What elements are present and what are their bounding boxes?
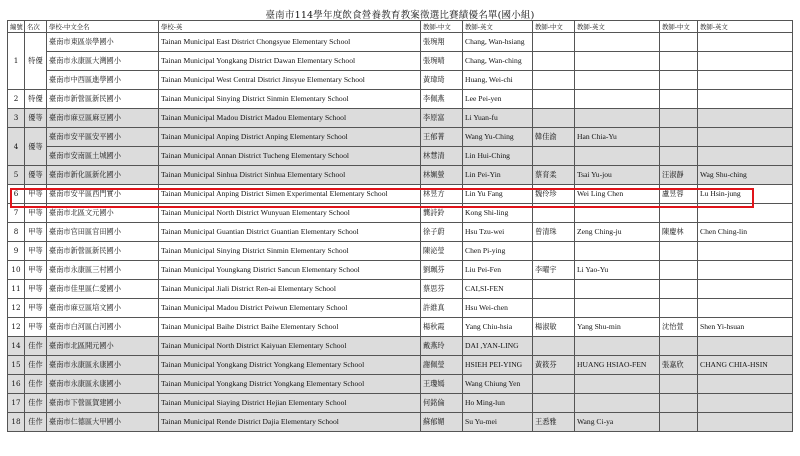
teacher2-name-zh: 魏伶珍: [533, 185, 575, 204]
teacher2-name-en: [575, 109, 660, 128]
school-name-zh: 臺南市新營區新民國小: [47, 242, 159, 261]
teacher1-name-en: Ho Ming-lun: [463, 394, 533, 413]
award-rank: 甲等: [25, 261, 47, 280]
table-row: [8, 299, 793, 318]
teacher3-name-en: [698, 128, 793, 147]
teacher3-name-en: [698, 261, 793, 280]
teacher3-name-en: Shen Yi-hsuan: [698, 318, 793, 337]
award-rank: 甲等: [25, 318, 47, 337]
teacher1-name-en: Wang Chiung Yen: [463, 375, 533, 394]
teacher1-name-zh: 謝佩瑩: [421, 356, 463, 375]
award-rank: 甲等: [25, 185, 47, 204]
teacher1-name-zh: 李原富: [421, 109, 463, 128]
teacher3-name-en: [698, 299, 793, 318]
teacher2-name-zh: [533, 147, 575, 166]
teacher2-name-zh: 王悉雅: [533, 413, 575, 432]
header-row: [8, 21, 793, 33]
teacher1-name-en: Lin Pei-Yin: [463, 166, 533, 185]
school-name-en: Tainan Municipal Yongkang District Yongkang Elementary School: [159, 356, 421, 375]
teacher3-name-zh: [660, 90, 698, 109]
table-row: [8, 109, 793, 128]
table-row: [8, 242, 793, 261]
teacher2-name-zh: [533, 242, 575, 261]
teacher3-name-zh: [660, 394, 698, 413]
entry-number: 2: [8, 90, 25, 109]
teacher2-name-en: [575, 147, 660, 166]
teacher1-name-en: Su Yu-mei: [463, 413, 533, 432]
school-name-en: Tainan Municipal Yongkang District Yongkang Elementary School: [159, 375, 421, 394]
teacher2-name-zh: 黃筱芬: [533, 356, 575, 375]
school-name-en: Tainan Municipal West Central District Jinsyue Elementary School: [159, 71, 421, 90]
teacher2-name-en: Wei Ling Chen: [575, 185, 660, 204]
school-name-zh: 臺南市佳里區仁愛國小: [47, 280, 159, 299]
teacher1-name-zh: 龔詩鈴: [421, 204, 463, 223]
teacher1-name-zh: 黃瑋琦: [421, 71, 463, 90]
teacher3-name-zh: 沈怡萱: [660, 318, 698, 337]
teacher1-name-zh: 林慧清: [421, 147, 463, 166]
table-row: [8, 204, 793, 223]
teacher1-name-en: Kong Shi-ling: [463, 204, 533, 223]
header-teacher2-zh: 教師-中文: [533, 21, 575, 33]
teacher3-name-en: [698, 375, 793, 394]
school-name-en: Tainan Municipal Sinhua District Sinhua Elementary School: [159, 166, 421, 185]
teacher3-name-en: [698, 394, 793, 413]
teacher1-name-en: Wang Yu-Ching: [463, 128, 533, 147]
teacher1-name-en: HSIEH PEI-YING: [463, 356, 533, 375]
teacher1-name-en: Chen Pi-ying: [463, 242, 533, 261]
entry-number: 16: [8, 375, 25, 394]
award-rank: 佳作: [25, 356, 47, 375]
teacher2-name-en: Zeng Ching-ju: [575, 223, 660, 242]
teacher3-name-zh: 陳慶林: [660, 223, 698, 242]
teacher3-name-en: Wag Shu-ching: [698, 166, 793, 185]
table-row: [8, 318, 793, 337]
teacher2-name-zh: [533, 337, 575, 356]
teacher3-name-zh: 張嘉欣: [660, 356, 698, 375]
teacher2-name-en: [575, 299, 660, 318]
teacher2-name-zh: [533, 280, 575, 299]
entry-number: 9: [8, 242, 25, 261]
entry-number: 12: [8, 299, 25, 318]
teacher3-name-zh: [660, 337, 698, 356]
table-row: [8, 356, 793, 375]
teacher3-name-en: [698, 147, 793, 166]
teacher2-name-zh: [533, 71, 575, 90]
school-name-en: Tainan Municipal Baihe District Baihe Elementary School: [159, 318, 421, 337]
table-row: [8, 33, 793, 52]
table-row: [8, 337, 793, 356]
teacher2-name-en: [575, 90, 660, 109]
teacher1-name-en: Lin Yu Fang: [463, 185, 533, 204]
header-rank: 名次: [25, 21, 47, 33]
teacher3-name-zh: [660, 204, 698, 223]
entry-number: 6: [8, 185, 25, 204]
school-name-zh: 臺南市永康區永康國小: [47, 356, 159, 375]
teacher3-name-en: [698, 337, 793, 356]
teacher2-name-en: [575, 280, 660, 299]
school-name-zh: 臺南市麻豆區培文國小: [47, 299, 159, 318]
header-school-zh: 學校-中文全名: [47, 21, 159, 33]
school-name-zh: 臺南市官田區官田國小: [47, 223, 159, 242]
header-teacher1-en: 教師-英文: [463, 21, 533, 33]
header-teacher1-zh: 教師-中文: [421, 21, 463, 33]
school-name-zh: 臺南市新化區新化國小: [47, 166, 159, 185]
teacher3-name-zh: 汪淑靜: [660, 166, 698, 185]
table-row: [8, 185, 793, 204]
award-rank: 甲等: [25, 204, 47, 223]
teacher1-name-en: DAI ,YAN-LING: [463, 337, 533, 356]
teacher1-name-zh: 何銘倫: [421, 394, 463, 413]
table-row: [8, 413, 793, 432]
entry-number: 4: [8, 128, 25, 166]
header-teacher2-en: 教師-英文: [575, 21, 660, 33]
school-name-zh: 臺南市永康區永康國小: [47, 375, 159, 394]
teacher1-name-zh: 戴燕玲: [421, 337, 463, 356]
school-name-zh: 臺南市白河區白河國小: [47, 318, 159, 337]
entry-number: 5: [8, 166, 25, 185]
school-name-zh: 臺南市安南區土城國小: [47, 147, 159, 166]
teacher2-name-en: [575, 204, 660, 223]
entry-number: 18: [8, 413, 25, 432]
teacher1-name-en: Lin Hui-Ching: [463, 147, 533, 166]
school-name-en: Tainan Municipal Youngkang District Sancun Elementary School: [159, 261, 421, 280]
teacher2-name-zh: 韓佳渝: [533, 128, 575, 147]
teacher2-name-en: [575, 375, 660, 394]
entry-number: 7: [8, 204, 25, 223]
award-rank: 特優: [25, 33, 47, 90]
teacher1-name-en: Yang Chiu-hsia: [463, 318, 533, 337]
school-name-zh: 臺南市安平區西門實小: [47, 185, 159, 204]
teacher3-name-zh: [660, 33, 698, 52]
teacher2-name-en: [575, 242, 660, 261]
table-row: [8, 375, 793, 394]
results-table: [7, 20, 793, 432]
teacher3-name-zh: 盧昱蓉: [660, 185, 698, 204]
teacher1-name-zh: 徐子蔚: [421, 223, 463, 242]
teacher2-name-zh: [533, 90, 575, 109]
teacher3-name-zh: [660, 109, 698, 128]
table-row: [8, 394, 793, 413]
table-row: [8, 166, 793, 185]
teacher3-name-zh: [660, 71, 698, 90]
table-row: [8, 90, 793, 109]
teacher1-name-en: Huang, Wei-chi: [463, 71, 533, 90]
header-school-en: 學校-英: [159, 21, 421, 33]
header-teacher3-zh: 教師-中文: [660, 21, 698, 33]
teacher1-name-zh: 張琬翔: [421, 33, 463, 52]
school-name-en: Tainan Municipal North District Wunyuan Elementary School: [159, 204, 421, 223]
header-teacher3-en: 教師-英文: [698, 21, 793, 33]
school-name-zh: 臺南市安平區安平國小: [47, 128, 159, 147]
teacher1-name-zh: 王郁菁: [421, 128, 463, 147]
teacher2-name-en: [575, 52, 660, 71]
entry-number: 10: [8, 261, 25, 280]
teacher3-name-en: [698, 204, 793, 223]
teacher2-name-en: [575, 337, 660, 356]
entry-number: 17: [8, 394, 25, 413]
entry-number: 12: [8, 318, 25, 337]
table-row: [8, 71, 793, 90]
teacher1-name-en: Lee Pei-yen: [463, 90, 533, 109]
award-rank: 佳作: [25, 413, 47, 432]
award-rank: 優等: [25, 166, 47, 185]
teacher2-name-zh: [533, 299, 575, 318]
teacher2-name-en: Han Chia-Yu: [575, 128, 660, 147]
teacher2-name-en: Yang Shu-min: [575, 318, 660, 337]
award-rank: 甲等: [25, 280, 47, 299]
table-body: [8, 33, 793, 432]
entry-number: 3: [8, 109, 25, 128]
teacher2-name-zh: [533, 109, 575, 128]
school-name-en: Tainan Municipal Sinying District Sinmin Elementary School: [159, 242, 421, 261]
teacher1-name-en: Li Yuan-fu: [463, 109, 533, 128]
school-name-en: Tainan Municipal Annan District Tucheng Elementary School: [159, 147, 421, 166]
teacher3-name-en: Chen Ching-lin: [698, 223, 793, 242]
school-name-en: Tainan Municipal Siaying District Hejian Elementary School: [159, 394, 421, 413]
school-name-en: Tainan Municipal Jiali District Ren-ai Elementary School: [159, 280, 421, 299]
teacher1-name-zh: 蔡思芬: [421, 280, 463, 299]
school-name-zh: 臺南市北區文元國小: [47, 204, 159, 223]
teacher1-name-en: CAI,SI-FEN: [463, 280, 533, 299]
school-name-zh: 臺南市永康區三村國小: [47, 261, 159, 280]
teacher2-name-zh: 蔡育柔: [533, 166, 575, 185]
teacher1-name-en: Chang, Wan-hsiang: [463, 33, 533, 52]
teacher1-name-zh: 蘇郁媚: [421, 413, 463, 432]
teacher2-name-en: Li Yao-Yu: [575, 261, 660, 280]
teacher3-name-zh: [660, 299, 698, 318]
teacher1-name-en: Chang, Wan-ching: [463, 52, 533, 71]
teacher3-name-en: [698, 413, 793, 432]
school-name-zh: 臺南市仁德區大甲國小: [47, 413, 159, 432]
school-name-zh: 臺南市麻豆區麻豆國小: [47, 109, 159, 128]
award-rank: 甲等: [25, 223, 47, 242]
teacher3-name-zh: [660, 375, 698, 394]
teacher1-name-zh: 劉珮芬: [421, 261, 463, 280]
school-name-zh: 臺南市北區開元國小: [47, 337, 159, 356]
award-rank: 優等: [25, 128, 47, 166]
teacher2-name-en: HUANG HSIAO-FEN: [575, 356, 660, 375]
award-rank: 特優: [25, 90, 47, 109]
teacher3-name-zh: [660, 280, 698, 299]
teacher1-name-zh: 陳泌瑩: [421, 242, 463, 261]
school-name-en: Tainan Municipal Anping District Anping Elementary School: [159, 128, 421, 147]
teacher3-name-en: [698, 90, 793, 109]
entry-number: 8: [8, 223, 25, 242]
teacher1-name-zh: 許維真: [421, 299, 463, 318]
teacher2-name-en: Wang Ci-ya: [575, 413, 660, 432]
teacher1-name-en: Hsu Tzu-wei: [463, 223, 533, 242]
entry-number: 1: [8, 33, 25, 90]
teacher3-name-en: [698, 109, 793, 128]
school-name-en: Tainan Municipal Anping District Simen Experimental Elementary School: [159, 185, 421, 204]
teacher3-name-zh: [660, 52, 698, 71]
award-rank: 佳作: [25, 394, 47, 413]
teacher2-name-en: [575, 33, 660, 52]
school-name-en: Tainan Municipal Yongkang District Dawan Elementary School: [159, 52, 421, 71]
award-rank: 佳作: [25, 375, 47, 394]
teacher3-name-zh: [660, 128, 698, 147]
table-row: [8, 223, 793, 242]
school-name-en: Tainan Municipal East District Chongsyue Elementary School: [159, 33, 421, 52]
teacher3-name-en: [698, 33, 793, 52]
teacher1-name-zh: 王瓊嫣: [421, 375, 463, 394]
table-row: [8, 261, 793, 280]
school-name-zh: 臺南市下營區賀建國小: [47, 394, 159, 413]
table-row: [8, 52, 793, 71]
teacher1-name-zh: 林姵螢: [421, 166, 463, 185]
teacher2-name-zh: 李曜宇: [533, 261, 575, 280]
teacher1-name-zh: 李佩燕: [421, 90, 463, 109]
school-name-en: Tainan Municipal Guantian District Guantian Elementary School: [159, 223, 421, 242]
award-rank: 甲等: [25, 242, 47, 261]
teacher1-name-en: Liu Pei-Fen: [463, 261, 533, 280]
teacher1-name-zh: 張琬晴: [421, 52, 463, 71]
teacher2-name-zh: [533, 33, 575, 52]
school-name-zh: 臺南市東區崇學國小: [47, 33, 159, 52]
entry-number: 15: [8, 356, 25, 375]
entry-number: 14: [8, 337, 25, 356]
teacher1-name-zh: 林昱方: [421, 185, 463, 204]
school-name-zh: 臺南市永康區大灣國小: [47, 52, 159, 71]
teacher1-name-en: Hsu Wei-chen: [463, 299, 533, 318]
school-name-zh: 臺南市新營區新民國小: [47, 90, 159, 109]
table-row: [8, 128, 793, 147]
teacher3-name-zh: [660, 147, 698, 166]
teacher2-name-zh: [533, 204, 575, 223]
teacher3-name-en: [698, 242, 793, 261]
teacher2-name-en: Tsai Yu-jou: [575, 166, 660, 185]
school-name-en: Tainan Municipal Rende District Dajia Elementary School: [159, 413, 421, 432]
teacher2-name-en: [575, 71, 660, 90]
teacher2-name-en: [575, 394, 660, 413]
teacher3-name-zh: [660, 413, 698, 432]
school-name-zh: 臺南市中西區進學國小: [47, 71, 159, 90]
award-rank: 甲等: [25, 299, 47, 318]
teacher3-name-en: CHANG CHIA-HSIN: [698, 356, 793, 375]
school-name-en: Tainan Municipal Madou District Madou Elementary School: [159, 109, 421, 128]
teacher2-name-zh: [533, 375, 575, 394]
teacher3-name-en: [698, 71, 793, 90]
award-rank: 佳作: [25, 337, 47, 356]
teacher3-name-en: [698, 52, 793, 71]
teacher3-name-zh: [660, 261, 698, 280]
table-row: [8, 147, 793, 166]
entry-number: 11: [8, 280, 25, 299]
award-rank: 優等: [25, 109, 47, 128]
teacher2-name-zh: [533, 394, 575, 413]
teacher3-name-en: Lu Hsin-jung: [698, 185, 793, 204]
teacher2-name-zh: 楊淑敏: [533, 318, 575, 337]
teacher2-name-zh: 曾清珠: [533, 223, 575, 242]
school-name-en: Tainan Municipal North District Kaiyuan Elementary School: [159, 337, 421, 356]
header-no: 編號: [8, 21, 25, 33]
table-row: [8, 280, 793, 299]
teacher3-name-en: [698, 280, 793, 299]
school-name-en: Tainan Municipal Sinying District Sinmin Elementary School: [159, 90, 421, 109]
teacher1-name-zh: 楊秋霞: [421, 318, 463, 337]
document-title: 臺南市114學年度飲食營養教育教案徵選比賽績優名單(國小組): [265, 10, 535, 21]
school-name-en: Tainan Municipal Madou District Peiwun Elementary School: [159, 299, 421, 318]
teacher3-name-zh: [660, 242, 698, 261]
teacher2-name-zh: [533, 52, 575, 71]
